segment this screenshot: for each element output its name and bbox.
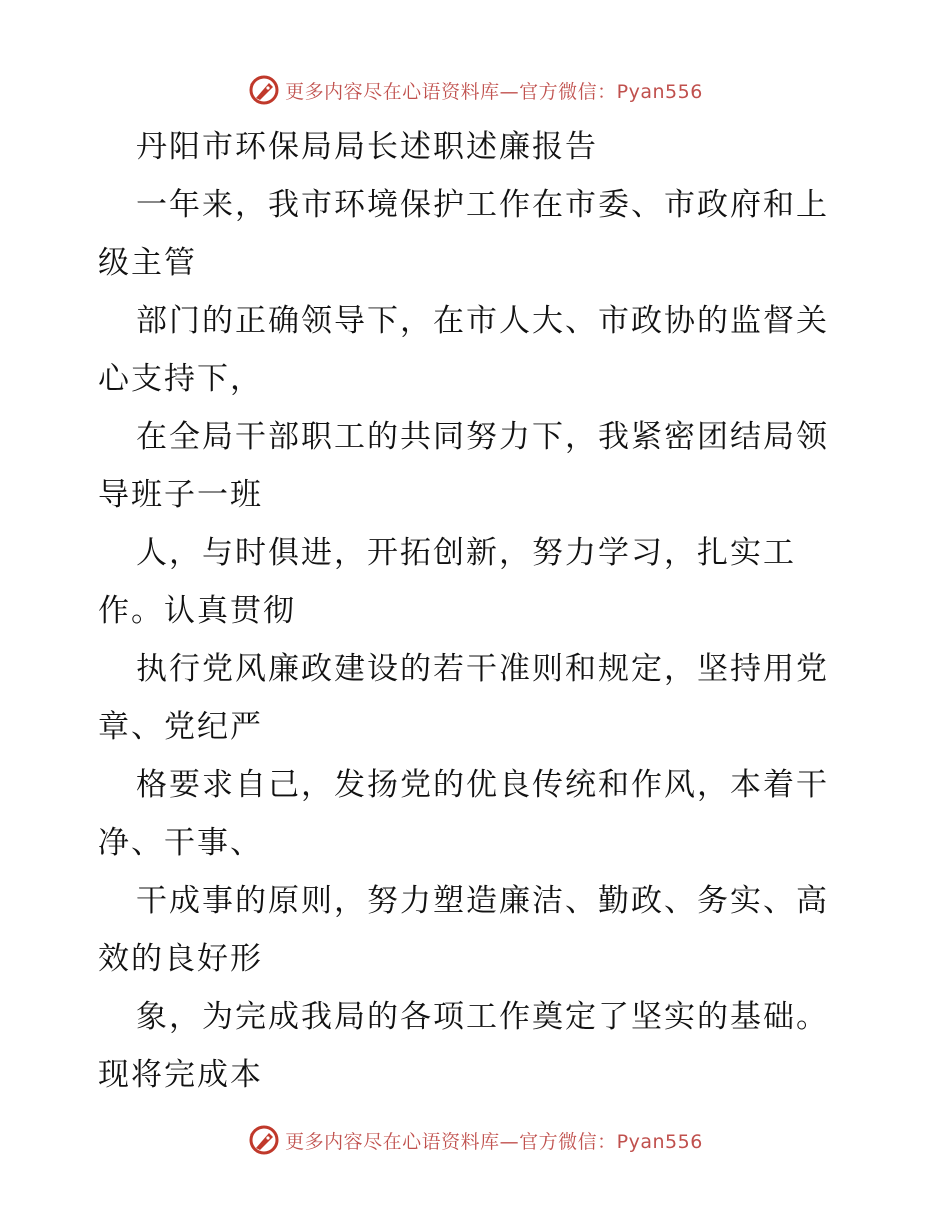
banner-text: 更多内容尽在心语资料库—官方微信：Pyan556 bbox=[285, 80, 703, 103]
paragraph-line: 作。认真贯彻 bbox=[98, 593, 296, 629]
footer-watermark-banner bbox=[0, 1120, 950, 1160]
paragraph-line: 一年来，我市环境保护工作在市委、市政府和上 bbox=[136, 187, 829, 223]
paragraph-line: 效的良好形 bbox=[98, 941, 263, 977]
paragraph-line: 部门的正确领导下，在市人大、市政协的监督关 bbox=[136, 303, 829, 339]
paragraph-line: 现将完成本 bbox=[98, 1057, 263, 1093]
document-body bbox=[98, 118, 858, 1104]
paragraph-line: 象，为完成我局的各项工作奠定了坚实的基础。 bbox=[136, 999, 829, 1035]
paragraph-line: 心支持下， bbox=[98, 361, 263, 397]
pen-nib-logo-icon bbox=[247, 73, 281, 107]
paragraph-line: 在全局干部职工的共同努力下，我紧密团结局领 bbox=[136, 419, 829, 455]
paragraph-line: 导班子一班 bbox=[98, 477, 263, 513]
pen-nib-logo-icon bbox=[247, 1123, 281, 1157]
paragraph-line: 章、党纪严 bbox=[98, 709, 263, 745]
paragraph-line: 净、干事、 bbox=[98, 825, 263, 861]
paragraph-line: 人，与时俱进，开拓创新，努力学习，扎实工 bbox=[136, 535, 796, 571]
document-title: 丹阳市环保局局长述职述廉报告 bbox=[136, 129, 598, 165]
header-watermark-banner bbox=[0, 70, 950, 110]
banner-text: 更多内容尽在心语资料库—官方微信：Pyan556 bbox=[285, 1130, 703, 1153]
paragraph-line: 执行党风廉政建设的若干准则和规定，坚持用党 bbox=[136, 651, 829, 687]
paragraph-line: 干成事的原则，努力塑造廉洁、勤政、务实、高 bbox=[136, 883, 829, 919]
paragraph-line: 格要求自己，发扬党的优良传统和作风，本着干 bbox=[136, 767, 829, 803]
paragraph-line: 级主管 bbox=[98, 245, 197, 281]
